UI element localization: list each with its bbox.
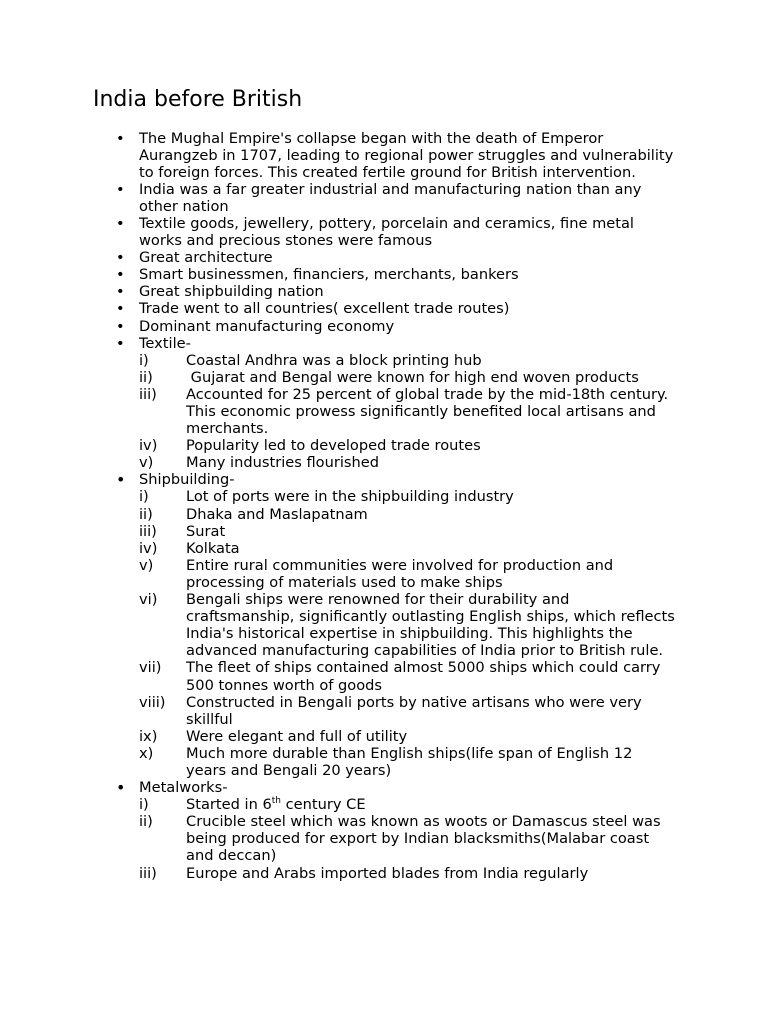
item-text: Crucible steel which was known as woots or Damascus steel was being produced for export by Indian blacksmiths(Malabar coast and deccan) [186, 813, 661, 865]
bullet-item-textile [0, 335, 768, 352]
item-number: i) [139, 488, 149, 506]
bullet-symbol: • [116, 300, 125, 318]
item-text: Entire rural communities were involved for production and processing of materials used to make ships [186, 556, 614, 591]
shipbuilding-item [0, 506, 768, 523]
bullet-item [0, 318, 768, 335]
bullet-symbol: • [116, 266, 125, 284]
item-text-before: Started in 6 [186, 796, 272, 814]
item-text-after: century CE [281, 796, 366, 814]
item-text: Popularity led to developed trade routes [186, 437, 481, 455]
shipbuilding-item [0, 591, 768, 659]
item-text: Bengali ships were renowned for their durability and craftsmanship, significantly outlasting English ships, which reflects India's historical expertise in shipbuilding. This highlights the advanced manufacturing capabilities of India prior to British rule. [186, 591, 675, 660]
bullet-item [0, 300, 768, 317]
bullet-item-metalworks [0, 779, 768, 796]
item-number: x) [139, 744, 154, 762]
item-number: v) [139, 454, 154, 472]
item-text: The fleet of ships contained almost 5000 ships which could carry 500 tonnes worth of goods [186, 659, 661, 694]
item-number: v) [139, 556, 154, 574]
metalworks-item [0, 796, 768, 813]
textile-item [0, 352, 768, 369]
textile-item [0, 437, 768, 454]
item-text: Surat [186, 522, 226, 540]
bullet-text: Great shipbuilding nation [139, 283, 324, 301]
item-number: viii) [139, 693, 166, 711]
bullet-symbol: • [116, 778, 126, 798]
bullet-text: Textile- [139, 334, 191, 352]
bullet-symbol: • [116, 334, 125, 352]
item-text: Dhaka and Maslapatnam [186, 505, 368, 523]
item-number: vii) [139, 659, 162, 677]
item-text: Lot of ports were in the shipbuilding industry [186, 488, 514, 506]
bullet-symbol: • [116, 317, 125, 335]
bullet-text: Smart businessmen, financiers, merchants, bankers [139, 266, 519, 284]
item-number: iii) [139, 522, 157, 540]
bullet-text: India was a far greater industrial and manufacturing nation than any other nation [139, 180, 642, 215]
metalworks-item [0, 813, 768, 864]
ordinal-superscript: th [271, 796, 281, 807]
shipbuilding-item [0, 523, 768, 540]
item-number: ii) [139, 813, 153, 831]
item-number: vi) [139, 591, 158, 609]
shipbuilding-item [0, 557, 768, 591]
item-number: iii) [139, 864, 157, 882]
bullet-text: Textile goods, jewellery, pottery, porcelain and ceramics, fine metal works and precious stones were famous [139, 214, 634, 250]
bullet-symbol: • [116, 180, 125, 198]
shipbuilding-item [0, 488, 768, 505]
bullet-symbol: • [116, 214, 125, 232]
bullet-text: Great architecture [139, 249, 273, 267]
bullet-item [0, 181, 768, 215]
bullet-symbol: • [116, 283, 125, 301]
item-text: Accounted for 25 percent of global trade by the mid-18th century. This economic prowess significantly benefited local artisans and merchants. [186, 385, 669, 438]
item-text: Europe and Arabs imported blades from India regularly [186, 864, 589, 882]
bullet-text: Dominant manufacturing economy [139, 317, 395, 335]
item-number: ii) [139, 368, 153, 386]
bullet-text: Shipbuilding- [139, 471, 235, 489]
textile-item [0, 369, 768, 386]
textile-item [0, 386, 768, 437]
bullet-text: Metalworks- [139, 779, 228, 797]
item-number: ii) [139, 505, 153, 523]
item-number: i) [139, 796, 149, 814]
shipbuilding-item [0, 728, 768, 745]
bullet-item [0, 266, 768, 283]
item-text: Kolkata [186, 539, 240, 557]
item-text [186, 796, 366, 813]
bullet-symbol: • [116, 470, 126, 490]
bullet-symbol: • [116, 129, 125, 147]
bullet-item [0, 249, 768, 266]
bullet-symbol: • [116, 249, 125, 267]
item-text: Much more durable than English ships(life span of English 12 years and Bengali 20 years) [186, 744, 633, 779]
shipbuilding-item [0, 745, 768, 779]
item-text: Many industries flourished [186, 454, 379, 472]
bullet-item [0, 215, 768, 249]
item-number: iv) [139, 539, 158, 557]
shipbuilding-item [0, 540, 768, 557]
item-number: iv) [139, 437, 158, 455]
bullet-item-shipbuilding [0, 471, 768, 488]
bullet-item [0, 130, 768, 181]
bullet-item [0, 283, 768, 300]
shipbuilding-item [0, 694, 768, 728]
item-text: Coastal Andhra was a block printing hub [186, 351, 482, 369]
item-number: ix) [139, 727, 158, 745]
textile-item [0, 454, 768, 471]
document-content [0, 130, 768, 882]
bullet-text: The Mughal Empire's collapse began with the death of Emperor Aurangzeb in 1707, leading to regional power struggles and vulnerability to foreign forces. This created fertile ground for British intervention. [139, 129, 674, 181]
item-text: Gujarat and Bengal were known for high end woven products [186, 368, 639, 386]
item-text: Were elegant and full of utility [186, 727, 408, 745]
item-number: iii) [139, 385, 157, 403]
bullet-text: Trade went to all countries( excellent trade routes) [139, 300, 510, 318]
metalworks-item [0, 865, 768, 882]
shipbuilding-item [0, 659, 768, 693]
page-title: India before British [93, 87, 303, 112]
item-number: i) [139, 351, 149, 369]
item-text: Constructed in Bengali ports by native artisans who were very skillful [186, 693, 642, 728]
